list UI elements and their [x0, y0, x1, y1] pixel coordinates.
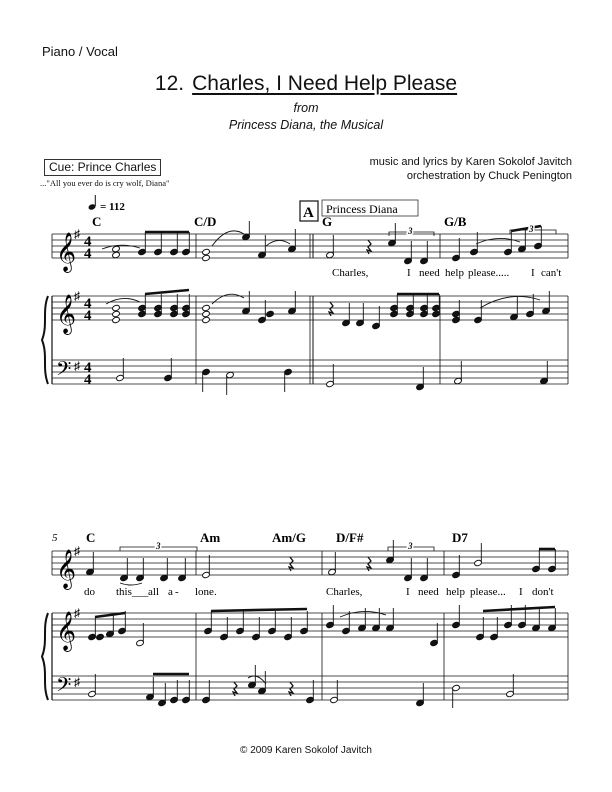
section-label: Princess Diana: [326, 202, 398, 216]
lyric-syllable: need: [418, 586, 439, 598]
time-sig-top: 4: [84, 296, 92, 312]
slur: [120, 583, 142, 585]
note: [146, 677, 155, 701]
note: [330, 680, 339, 704]
note: [116, 358, 125, 382]
note: [506, 674, 515, 698]
key-signature-sharp: ♯: [74, 359, 80, 373]
from-label: from: [293, 101, 319, 115]
note: [170, 680, 179, 704]
cue-quote: ..."All you ever do is cry wolf, Diana": [40, 178, 170, 188]
chord-symbol: C/D: [194, 214, 217, 229]
note: [154, 232, 163, 256]
bass-clef: 𝄢: [56, 675, 72, 701]
time-sig-bottom: 4: [84, 246, 92, 262]
triplet-bracket: [120, 541, 197, 551]
note: [510, 297, 519, 321]
note: [386, 608, 395, 632]
lyric-syllable: do: [84, 586, 95, 598]
triplet-number: 3: [156, 541, 161, 551]
note: [164, 358, 173, 382]
note: [356, 303, 365, 327]
song-number: 12.: [154, 72, 185, 95]
beam: [95, 613, 125, 617]
note: [202, 368, 211, 392]
lyric-syllable: don't: [532, 586, 554, 598]
lyric-syllable: a: [168, 586, 173, 598]
note: [504, 232, 513, 256]
beam: [483, 607, 555, 611]
lyric-syllable: need: [419, 267, 440, 279]
note: [452, 555, 461, 579]
note: [220, 617, 229, 641]
note: [88, 617, 97, 641]
note: [532, 549, 541, 573]
rehearsal-mark: [300, 200, 418, 221]
triplet-number: 3: [408, 226, 413, 236]
measure-number: 5: [52, 532, 58, 544]
lyric-syllable: I: [406, 586, 410, 598]
lyric-syllable: please...: [470, 586, 506, 598]
note: [548, 608, 557, 632]
slur: [106, 298, 140, 304]
show-title: Princess Diana, the Musical: [228, 118, 384, 132]
note: [342, 303, 351, 327]
note: [170, 232, 179, 256]
note: [258, 300, 267, 324]
chord-symbol: C: [86, 530, 96, 545]
note: [416, 683, 425, 707]
note: [306, 680, 315, 704]
treble-clef: 𝄞: [56, 234, 77, 271]
triplet-bracket: [389, 226, 434, 236]
note: [300, 611, 309, 635]
note: [158, 683, 167, 707]
note: [288, 229, 297, 253]
note: [284, 617, 293, 641]
slur: [476, 238, 520, 244]
lyric-syllable: I: [407, 267, 411, 279]
note: [242, 291, 251, 315]
part-label: Piano / Vocal: [42, 44, 118, 59]
key-signature-sharp: ♯: [74, 675, 80, 689]
note: [386, 540, 395, 564]
note: [452, 684, 461, 708]
system-2: [42, 540, 568, 708]
note: [288, 291, 297, 315]
lyric-syllable: I: [519, 586, 523, 598]
treble-clef: 𝄞: [56, 296, 77, 333]
slur: [212, 294, 244, 304]
note: [226, 371, 235, 395]
tempo-marking: [88, 195, 126, 213]
note: [490, 617, 499, 641]
note: [326, 364, 335, 388]
triplet-number: 3: [408, 541, 413, 551]
lyric-syllable: all: [148, 586, 159, 598]
note: [548, 549, 557, 573]
key-signature-sharp: ♯: [74, 606, 80, 620]
note: [202, 316, 211, 323]
treble-clef: 𝄞: [56, 613, 77, 650]
beam: [211, 609, 307, 611]
note: [106, 614, 115, 638]
key-signature-sharp: ♯: [74, 289, 80, 303]
lyric-syllable: -: [175, 586, 179, 598]
treble-clef: 𝄞: [56, 551, 77, 588]
note: [452, 238, 461, 262]
credit-orchestration: orchestration by Chuck Penington: [406, 170, 572, 182]
copyright-footer: © 2009 Karen Sokolof Javitch: [240, 745, 372, 756]
lyric-syllable: help: [446, 586, 465, 598]
note: [326, 605, 335, 629]
key-signature-sharp: ♯: [74, 544, 80, 558]
lyric-syllable: Charles,: [332, 267, 369, 279]
note: [452, 605, 461, 629]
chord-symbol: C: [92, 214, 102, 229]
note: [202, 304, 211, 311]
tempo-value: = 112: [100, 201, 125, 213]
note: [532, 608, 541, 632]
chord-symbol: Am/G: [272, 530, 306, 545]
note: [542, 291, 551, 315]
key-signature-sharp: ♯: [74, 227, 80, 241]
note: [112, 310, 121, 317]
note: [420, 558, 429, 582]
note: [120, 558, 129, 582]
system-1: [42, 221, 568, 395]
note: [326, 235, 335, 259]
note: [248, 665, 257, 689]
note: [112, 251, 121, 258]
note: [96, 633, 105, 640]
note: [258, 235, 267, 259]
chord-symbol: D/F#: [336, 530, 364, 545]
note: [112, 304, 121, 311]
note: [474, 543, 483, 567]
note: [88, 674, 97, 698]
note: [328, 552, 337, 576]
note: [202, 248, 211, 255]
lyric-syllable: Charles,: [326, 586, 363, 598]
note: [136, 558, 145, 582]
note: [416, 367, 425, 391]
time-sig-bottom: 4: [84, 372, 92, 388]
beam: [145, 290, 189, 294]
note: [182, 232, 191, 256]
lyric-syllable: this___: [116, 586, 149, 598]
chord-symbol: G: [322, 214, 333, 229]
note: [178, 558, 187, 582]
piano-brace: [42, 296, 48, 384]
note: [372, 306, 381, 330]
lyric-syllable: can't: [541, 267, 562, 279]
lyric-syllable: please.....: [468, 267, 510, 279]
cue-box: Cue: Prince Charles: [44, 159, 161, 176]
note: [540, 361, 549, 385]
note: [454, 361, 463, 385]
bass-clef: 𝄢: [56, 359, 72, 385]
note: [182, 680, 191, 704]
note: [112, 316, 121, 323]
piano-treble-staff: [52, 613, 568, 637]
lyric-syllable: help: [445, 267, 464, 279]
piano-bass-staff: [52, 676, 568, 700]
note: [420, 241, 429, 265]
vocal-staff: [52, 551, 568, 575]
note: [242, 221, 251, 241]
chord-symbol: D7: [452, 530, 468, 545]
chord-symbol: G/B: [444, 214, 467, 229]
slur: [212, 231, 244, 246]
note: [204, 611, 213, 635]
song-title-text: Charles, I Need Help Please: [192, 72, 458, 95]
note: [430, 623, 439, 647]
time-sig-bottom: 4: [84, 308, 92, 324]
note: [202, 254, 211, 261]
note: [268, 611, 277, 635]
time-sig-top: 4: [84, 360, 92, 376]
triplet-number: 3: [529, 224, 534, 234]
piano-brace: [42, 613, 48, 700]
note: [202, 310, 211, 317]
note: [138, 232, 147, 256]
note: [404, 241, 413, 265]
note: [404, 558, 413, 582]
note: [136, 623, 145, 647]
note: [476, 617, 485, 641]
note: [202, 555, 211, 579]
rehearsal-letter: A: [303, 205, 314, 221]
triplet-bracket: [388, 541, 434, 551]
note: [160, 558, 169, 582]
note: [534, 226, 543, 250]
note: [252, 617, 261, 641]
chord-symbol: Am: [200, 530, 221, 545]
lyric-syllable: I: [531, 267, 535, 279]
note: [202, 680, 211, 704]
slur: [266, 240, 290, 246]
note: [266, 310, 275, 317]
note: [474, 300, 483, 324]
note: [284, 368, 293, 392]
lyric-syllable: lone.: [195, 586, 217, 598]
credit-music-lyrics: music and lyrics by Karen Sokolof Javitch: [369, 156, 572, 168]
note: [86, 552, 95, 576]
time-sig-top: 4: [84, 234, 92, 250]
note: [236, 611, 245, 635]
note: [518, 229, 527, 253]
